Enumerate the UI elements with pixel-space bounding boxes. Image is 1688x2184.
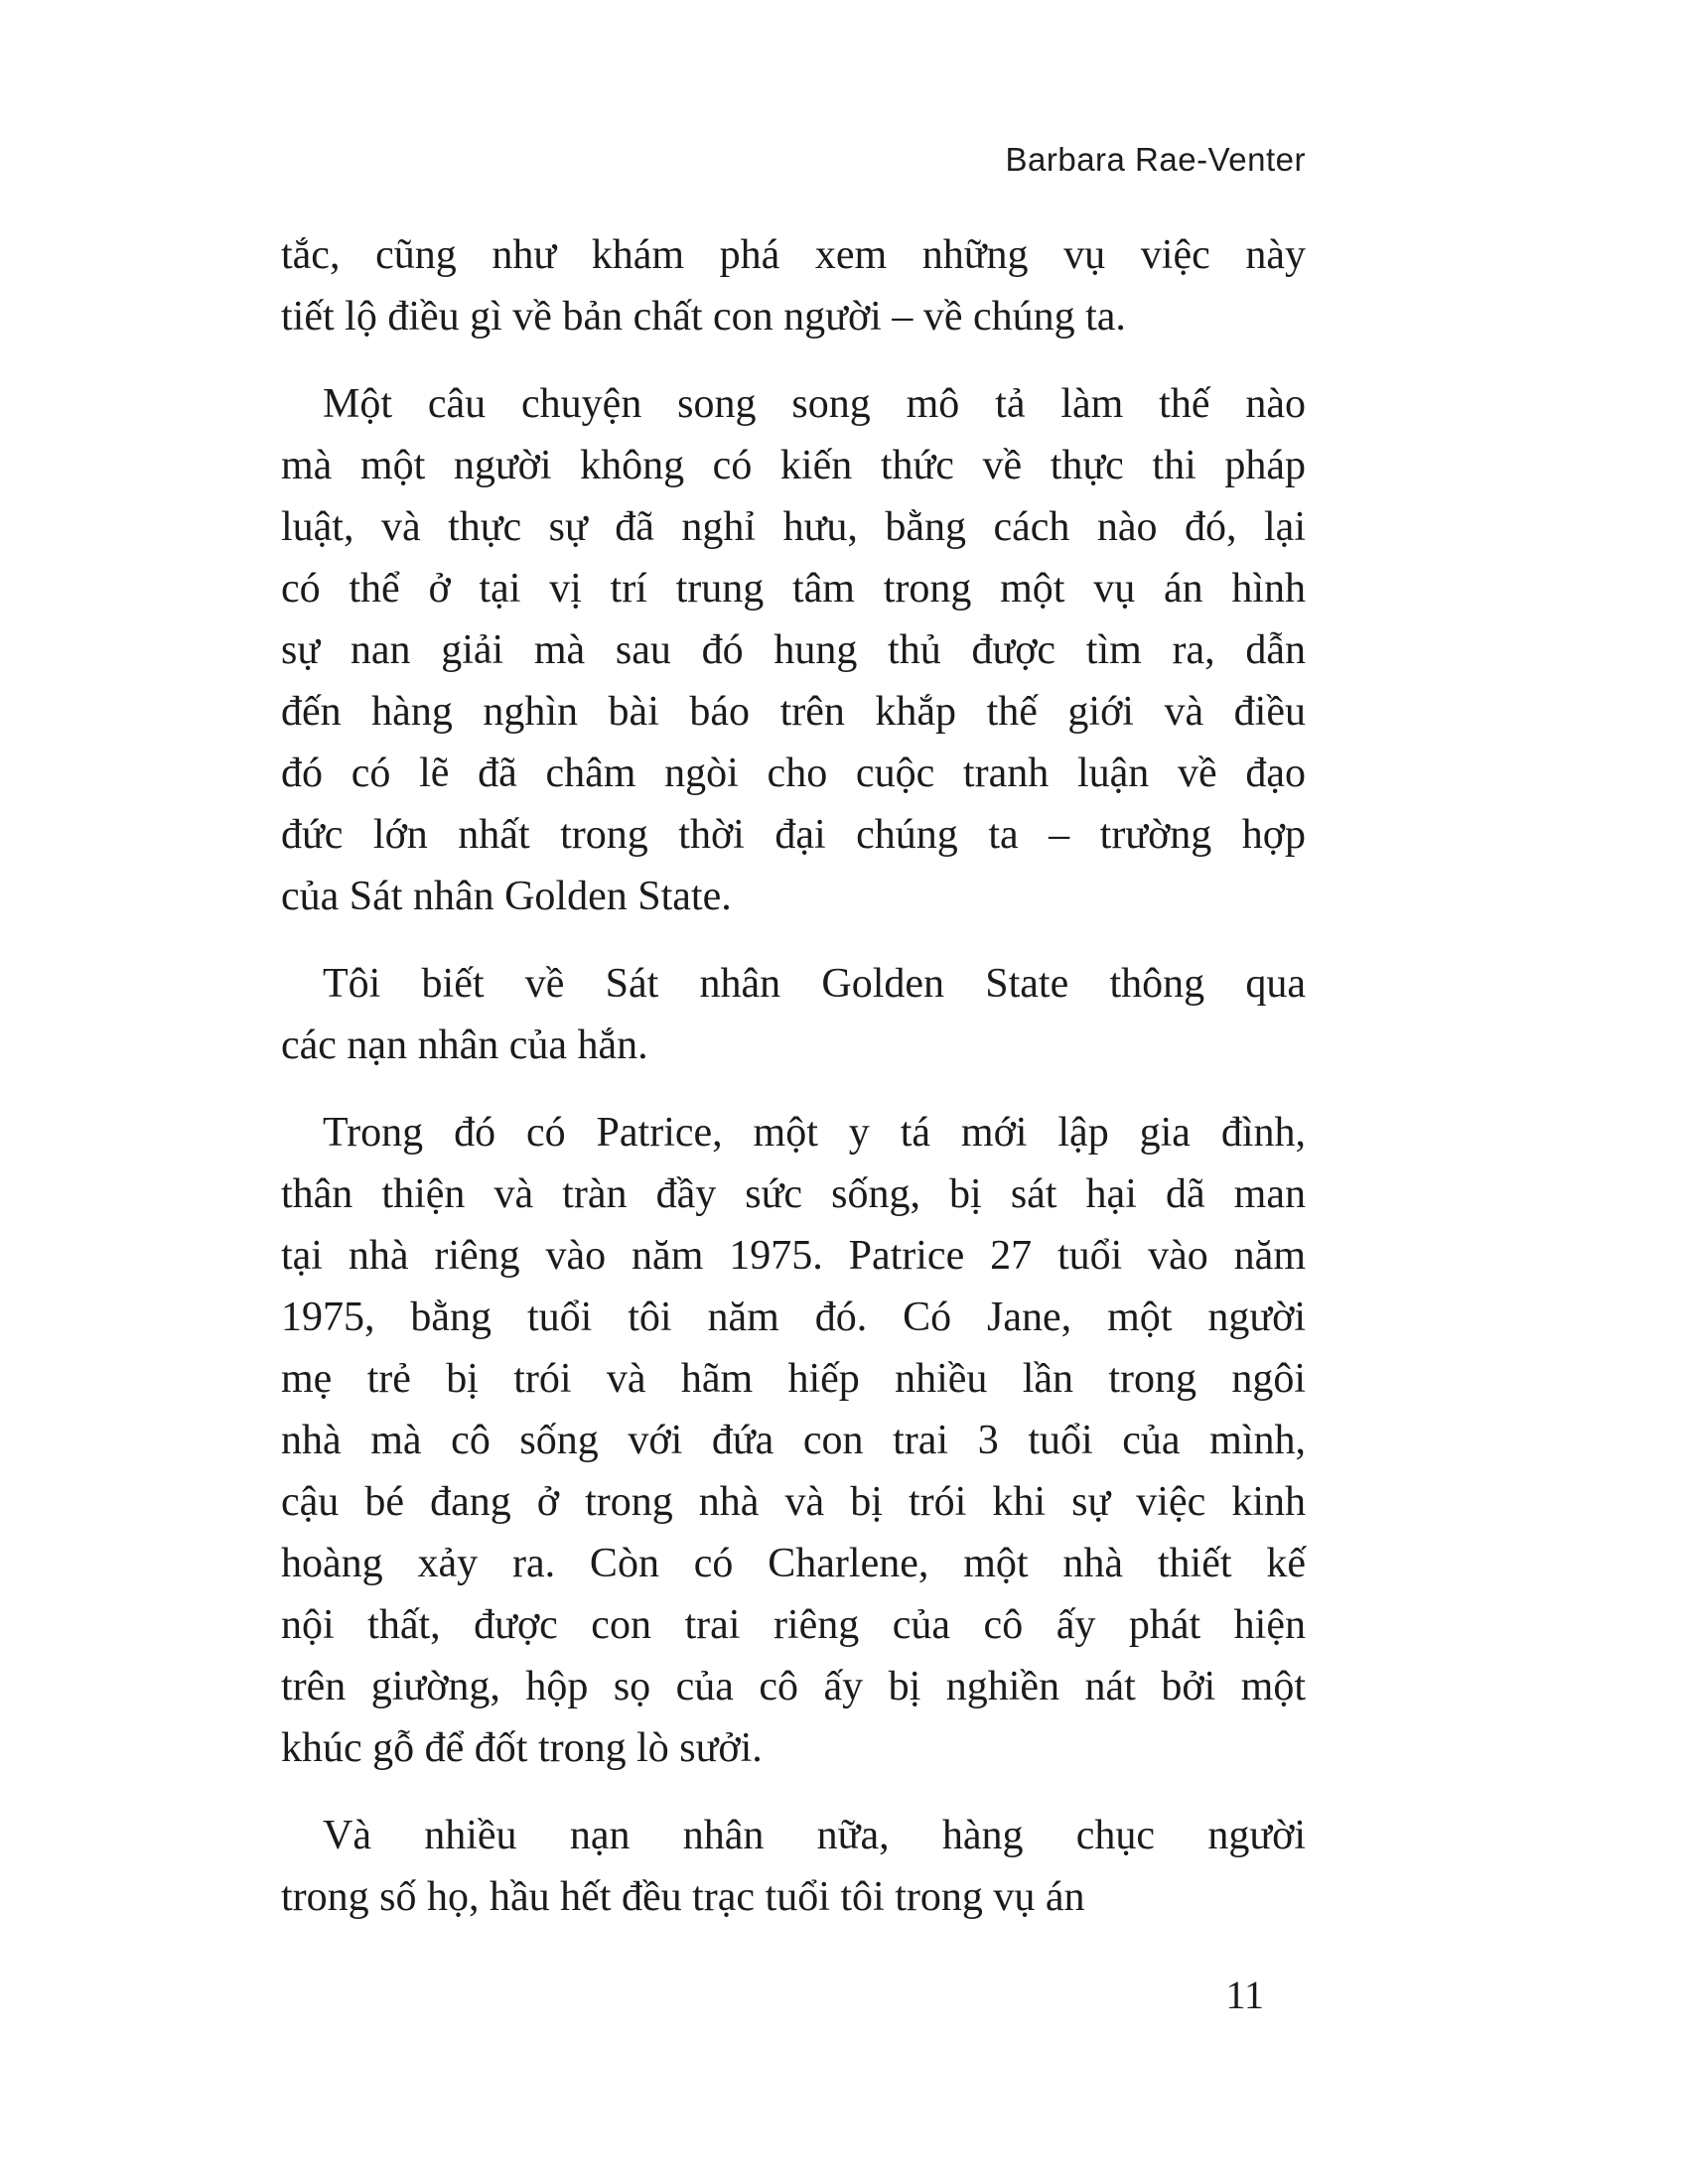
text-line: nhà mà cô sống với đứa con trai 3 tuổi của mình, [281, 1418, 1306, 1463]
paragraph [281, 224, 1306, 347]
text-line: mẹ trẻ bị trói và hãm hiếp nhiều lần trong ngôi [281, 1356, 1306, 1402]
text-line: trong số họ, hầu hết đều trạc tuổi tôi trong vụ án [281, 1874, 1085, 1920]
text-line: luật, và thực sự đã nghỉ hưu, bằng cách nào đó, lại [281, 504, 1306, 550]
paragraph [281, 1805, 1306, 1928]
text-line: tắc, cũng như khám phá xem những vụ việc này [281, 232, 1306, 278]
text-line: Một câu chuyện song song mô tả làm thế nào [323, 381, 1306, 427]
text-line: cậu bé đang ở trong nhà và bị trói khi sự việc kinh [281, 1479, 1306, 1525]
text-line: hoàng xảy ra. Còn có Charlene, một nhà thiết kế [281, 1541, 1306, 1586]
text-line: đó có lẽ đã châm ngòi cho cuộc tranh luận về đạo [281, 751, 1306, 796]
running-header: Barbara Rae-Venter [1005, 141, 1306, 178]
text-line: của Sát nhân Golden State. [281, 874, 732, 919]
paragraph [281, 1102, 1306, 1779]
paragraph [281, 373, 1306, 927]
text-line: 1975, bằng tuổi tôi năm đó. Có Jane, một người [281, 1295, 1306, 1340]
paragraph [281, 953, 1306, 1076]
text-line: Và nhiều nạn nhân nữa, hàng chục người [323, 1813, 1306, 1858]
text-line: nội thất, được con trai riêng của cô ấy phát hiện [281, 1602, 1306, 1648]
page-number: 11 [1225, 1973, 1264, 2017]
page-body [281, 224, 1306, 1928]
text-line: đức lớn nhất trong thời đại chúng ta – trường hợp [281, 812, 1306, 858]
text-line: khúc gỗ để đốt trong lò sưởi. [281, 1725, 763, 1771]
text-line: thân thiện và tràn đầy sức sống, bị sát hại dã man [281, 1171, 1306, 1217]
text-line: Tôi biết về Sát nhân Golden State thông qua [323, 961, 1306, 1007]
text-line: sự nan giải mà sau đó hung thủ được tìm ra, dẫn [281, 627, 1306, 673]
text-line: tại nhà riêng vào năm 1975. Patrice 27 tuổi vào năm [281, 1233, 1306, 1279]
text-line: trên giường, hộp sọ của cô ấy bị nghiền nát bởi một [281, 1664, 1306, 1709]
text-line: đến hàng nghìn bài báo trên khắp thế giới và điều [281, 689, 1306, 735]
text-line: tiết lộ điều gì về bản chất con người – về chúng ta. [281, 294, 1126, 340]
text-line: Trong đó có Patrice, một y tá mới lập gia đình, [323, 1110, 1306, 1156]
text-line: mà một người không có kiến thức về thực thi pháp [281, 443, 1306, 488]
text-line: các nạn nhân của hắn. [281, 1023, 648, 1068]
text-line: có thể ở tại vị trí trung tâm trong một vụ án hình [281, 566, 1306, 612]
